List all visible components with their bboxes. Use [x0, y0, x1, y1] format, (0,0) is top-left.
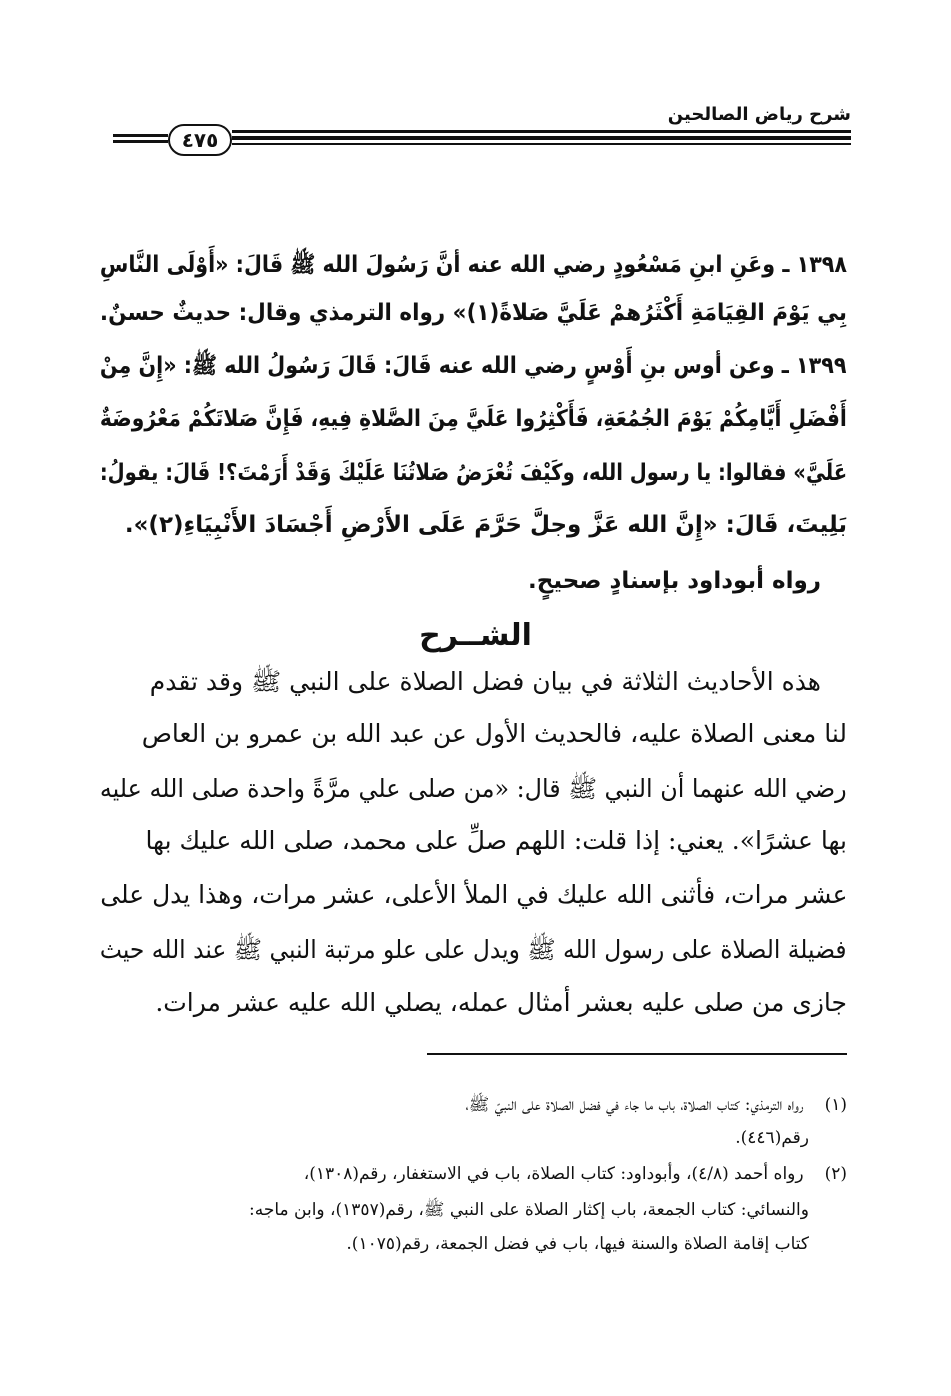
footnote-2: [304, 1164, 847, 1184]
footnote-2-cont: كتاب إقامة الصلاة والسنة فيها، باب في فضل الجمعة، رقم(١٠٧٥).: [346, 1234, 809, 1254]
footnote-text: رواه الترمذي: كتاب الصلاة، باب ما جاء في فضل الصلاة على النبيّ ﷺ،: [465, 1095, 804, 1115]
footnote-2-cont: والنسائي: كتاب الجمعة، باب إكثار الصلاة على النبي ﷺ، رقم(١٣٥٧)، وابن ماجه:: [249, 1200, 809, 1220]
sharh-line: لنا معنى الصلاة عليه، فالحديث الأول عن عبد الله بن عمرو بن العاص: [141, 719, 847, 748]
header-rule: [232, 130, 851, 148]
section-heading: الشــرح: [419, 618, 532, 653]
sharh-line: بها عشرًا». يعني: إذا قلت: اللهم صلِّ على محمد، صلى الله عليك بها: [145, 826, 847, 855]
footnote-1: [466, 1094, 847, 1119]
sharh-line: جازى من صلى عليه بعشر أمثال عمله، يصلي الله عليه عشر مرات.: [155, 988, 847, 1017]
sharh-line: فضيلة الصلاة على رسول الله ﷺ ويدل على علو مرتبة النبي ﷺ عند الله حيث: [100, 935, 847, 964]
hadith-line: بَلِيتَ، قَالَ: «إِنَّ الله عَزَّ وجلَّ حَرَّمَ عَلَى الأَرْضِ أَجْسَادَ الأَنْبِيَاءِ(٢)».: [124, 512, 847, 538]
header-rule-left: [113, 134, 168, 146]
footnote-number: (٢): [824, 1164, 847, 1184]
hadith-line: رواه أبوداود بإسنادٍ صحيحٍ.: [528, 568, 821, 594]
sharh-line: عشر مرات، فأثنى الله عليك في الملأ الأعلى، عشر مرات، وهذا يدل على: [99, 880, 847, 909]
sharh-line: رضي الله عنهما أن النبي ﷺ قال: «من صلى علي مرَّةً واحدة صلى الله عليه: [100, 774, 847, 803]
hadith-line: ١٣٩٩ ـ وعن أوس بنِ أَوْسٍ رضي الله عنه قَالَ: قَالَ رَسُولُ الله ﷺ: «إِنَّ مِنْ: [100, 353, 847, 379]
footnote-separator: [427, 1053, 847, 1055]
hadith-line: ١٣٩٨ ـ وعَنِ ابنِ مَسْعُودٍ رضي الله عنه أنَّ رَسُولَ الله ﷺ قَالَ: «أَوْلَى النَّاسِ: [99, 252, 847, 278]
footnote-text: رواه أحمد (٤/٨)، وأبوداود: كتاب الصلاة، باب في الاستغفار، رقم(١٣٠٨)،: [303, 1164, 804, 1184]
running-title: شرح رياض الصالحين: [667, 104, 851, 125]
sharh-line: هذه الأحاديث الثلاثة في بيان فضل الصلاة على النبي ﷺ وقد تقدم: [149, 667, 821, 696]
hadith-line: بِي يَوْمَ القِيَامَةِ أَكْثَرُهمْ عَلَيَّ صَلاةً(١)» رواه الترمذي وقال: حديثٌ حسنٌ.: [100, 300, 847, 326]
hadith-line: عَلَيَّ» فقالوا: يا رسول الله، وكَيْفَ تُعْرَضُ صَلاتُنَا عَلَيْكَ وَقَدْ أَرَمْتَ؟! قَالَ: يقولُ:: [99, 460, 847, 486]
page-number: ٤٧٥: [168, 124, 232, 156]
hadith-line: أَفْضَلِ أَيَّامِكُمْ يَوْمَ الجُمُعَةِ، فَأَكْثِرُوا عَلَيَّ مِنَ الصَّلاةِ فِيهِ، فَإِنَّ صَلاتَكُمْ مَعْرُوضَةٌ: [100, 406, 847, 432]
footnote-1-cont: رقم(٤٤٦).: [735, 1128, 809, 1148]
footnote-number: (١): [824, 1095, 847, 1115]
